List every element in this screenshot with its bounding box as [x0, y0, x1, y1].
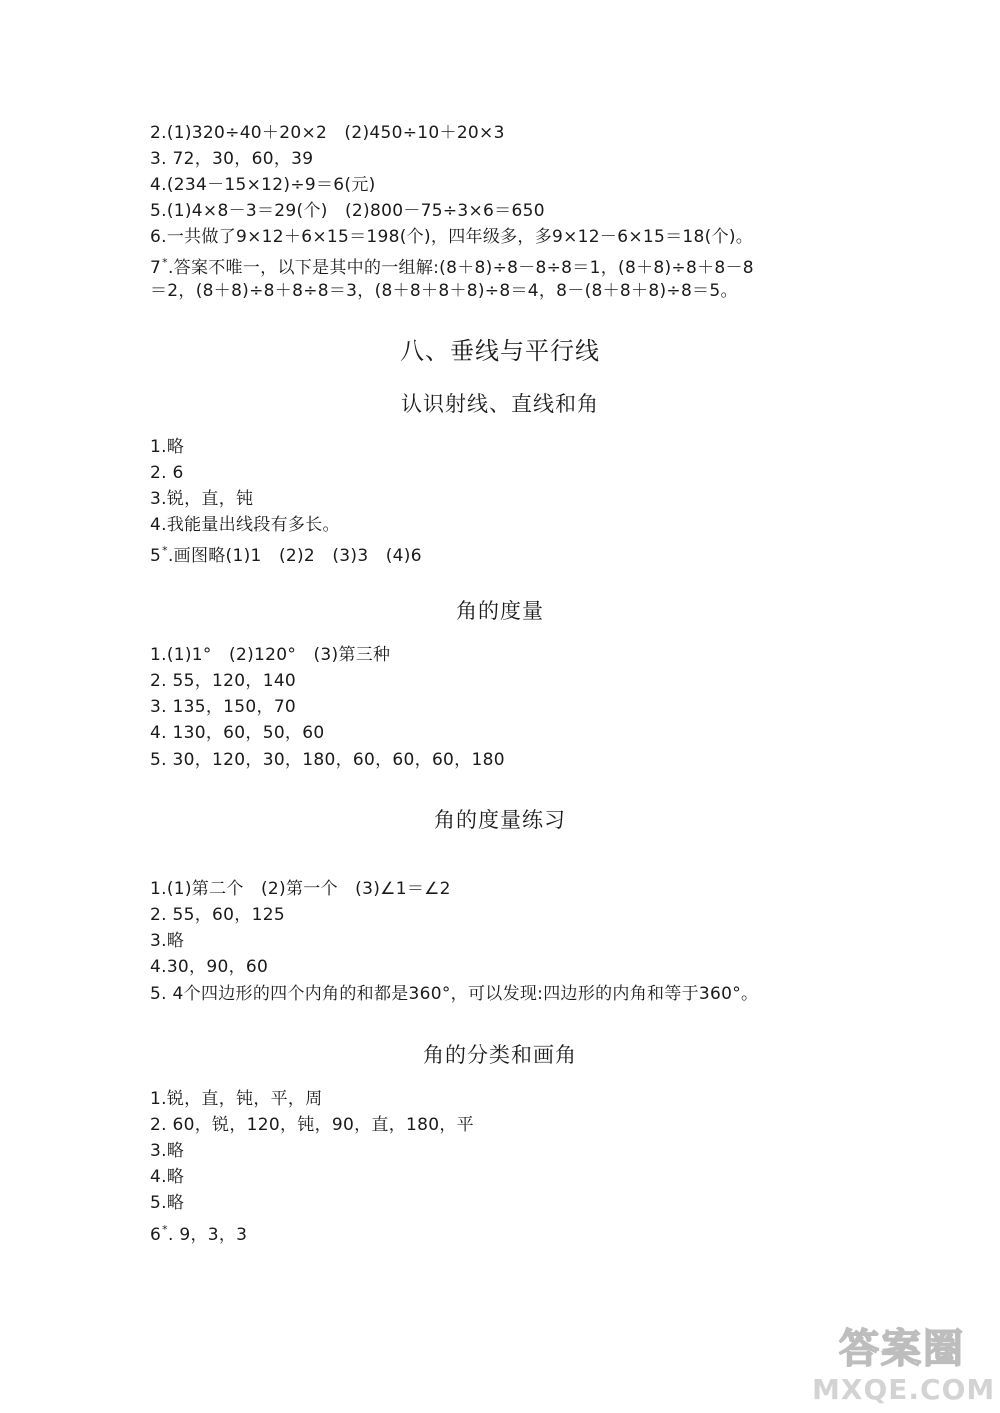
star-mark: * [162, 544, 168, 557]
sec4-answer-1: 1.锐，直，钝，平，周 [150, 1089, 323, 1109]
section-title-angle-classification: 角的分类和画角 [423, 1043, 577, 1067]
sec2-answer-5: 5. 30，120，30，180，60，60，60，180 [150, 750, 505, 770]
sec3-answer-4: 4.30，90，60 [150, 957, 269, 977]
answer-line-7-cont: ＝2，(8＋8)÷8＋8÷8＝3，(8＋8＋8＋8)÷8＝4，8－(8＋8＋8)÷8＝5。 [150, 281, 738, 301]
answer-line-4: 4.(234－15×12)÷9＝6(元) [150, 175, 376, 195]
sec4-answer-2: 2. 60，锐，120，钝，90，直，180，平 [150, 1115, 474, 1135]
sec3-answer-1: 1.(1)第二个 (2)第一个 (3)∠1＝∠2 [150, 879, 451, 899]
watermark-logo-text: 答案圈 [839, 1326, 965, 1372]
sec3-answer-5: 5. 4个四边形的四个内角的和都是360°，可以发现:四边形的内角和等于360°。 [150, 984, 759, 1004]
sec1-answer-3: 3.锐，直，钝 [150, 489, 254, 509]
answer-number: 5 [150, 546, 162, 566]
answer-line-6: 6.一共做了9×12＋6×15＝198(个)，四年级多，多9×12－6×15＝18(个)。 [150, 227, 754, 247]
sec2-answer-3: 3. 135，150，70 [150, 697, 297, 717]
section-title-angle-measurement: 角的度量 [456, 599, 544, 623]
answer-text: .画图略(1)1 (2)2 (3)3 (4)6 [167, 546, 422, 566]
answer-line-3: 3. 72，30，60，39 [150, 149, 314, 169]
answer-text: . 9，3，3 [167, 1225, 248, 1245]
sec1-answer-2: 2. 6 [150, 463, 184, 483]
answer-text: .答案不唯一，以下是其中的一组解:(8＋8)÷8－8÷8＝1，(8＋8)÷8＋8－8 [167, 258, 754, 278]
star-mark: * [162, 256, 168, 269]
answer-line-5: 5.(1)4×8－3＝29(个) (2)800－75÷3×6＝650 [150, 201, 545, 221]
site-watermark [812, 1325, 996, 1407]
sec4-answer-3: 3.略 [150, 1141, 185, 1161]
section-title-rays-lines-angles: 认识射线、直线和角 [401, 392, 599, 416]
sec2-answer-1: 1.(1)1° (2)120° (3)第三种 [150, 645, 391, 665]
answer-line-7 [150, 251, 754, 280]
answer-number: 6 [150, 1225, 162, 1245]
sec2-answer-2: 2. 55，120，140 [150, 671, 297, 691]
section-title-angle-practice: 角的度量练习 [434, 808, 566, 832]
answer-line-2: 2.(1)320÷40＋20×2 (2)450÷10＋20×3 [150, 123, 505, 143]
chapter-title: 八、垂线与平行线 [400, 337, 600, 365]
sec4-answer-5: 5.略 [150, 1193, 185, 1213]
watermark-domain: MXQE.COM [812, 1373, 996, 1406]
sec1-answer-4: 4.我能量出线段有多长。 [150, 515, 340, 535]
sec4-answer-4: 4.略 [150, 1167, 185, 1187]
star-mark: * [162, 1223, 168, 1236]
sec2-answer-4: 4. 130，60，50，60 [150, 723, 325, 743]
sec1-answer-1: 1.略 [150, 437, 185, 457]
sec1-answer-5 [150, 539, 422, 568]
sec3-answer-3: 3.略 [150, 931, 185, 951]
sec4-answer-6 [150, 1218, 247, 1247]
sec3-answer-2: 2. 55，60，125 [150, 905, 285, 925]
answer-number: 7 [150, 258, 162, 278]
